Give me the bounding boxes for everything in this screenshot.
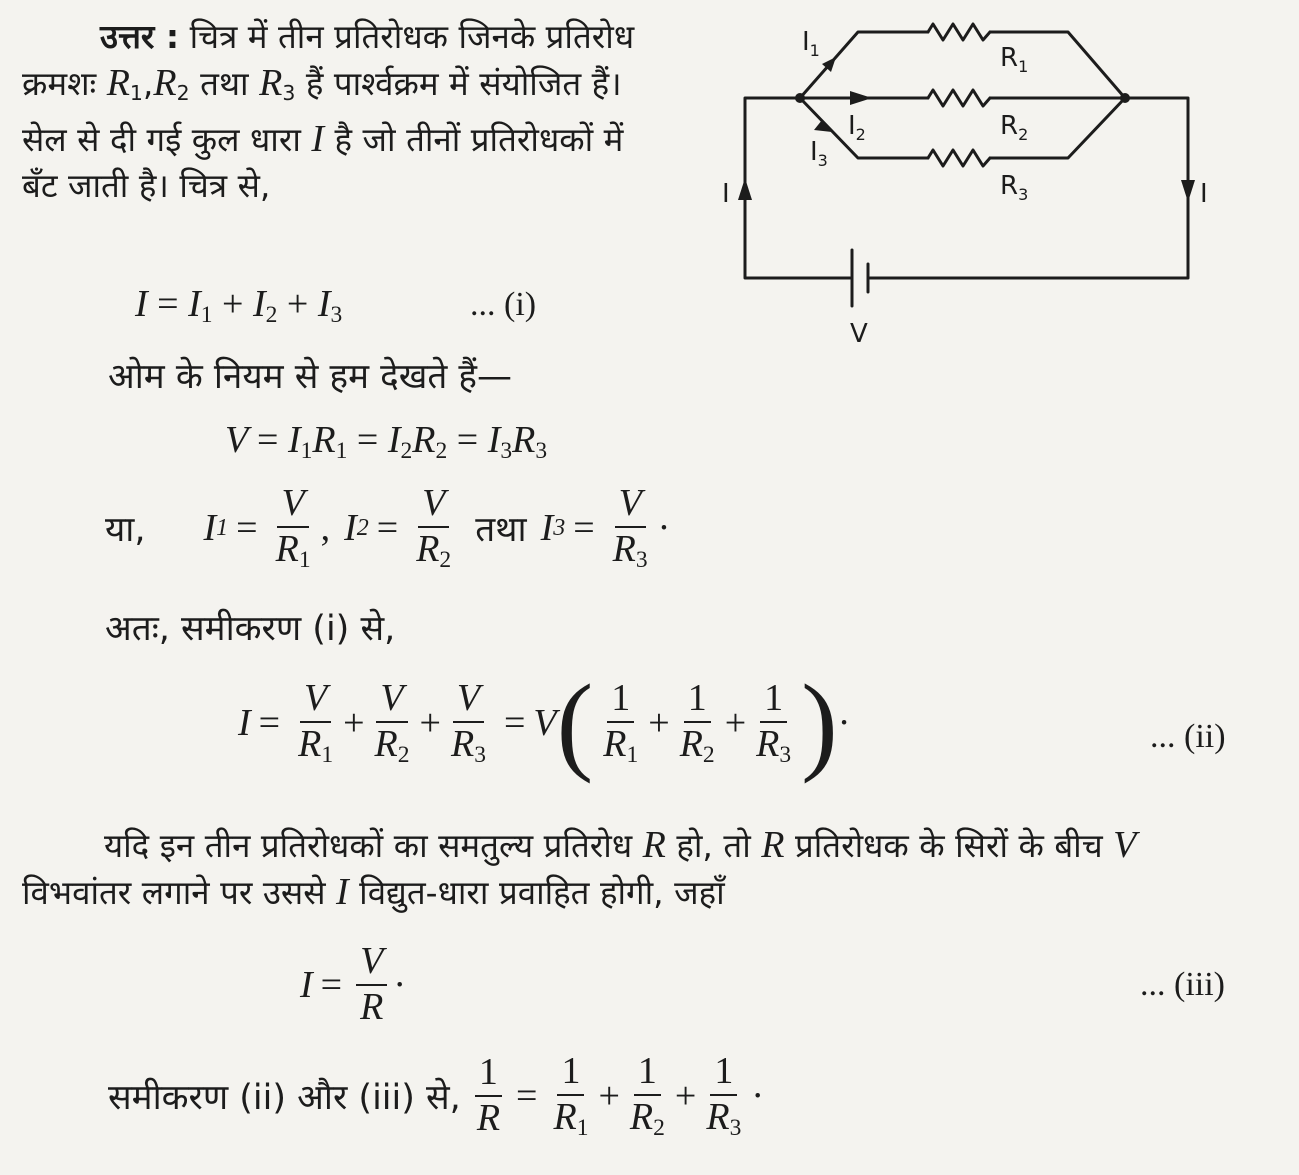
equation-2-tag: ... (ii) [1150,718,1226,755]
label-v: V [850,319,868,349]
arrow-up-left [738,178,752,200]
equation-3: I = $\frac{V}{R}$ · [300,940,406,1028]
resistor-r2 [928,90,990,106]
final-equation: समीकरण (ii) और (iii) से, $\frac{1}{R}$ = $\frac{1}{R_1}$ + $\frac{1}{R_2}$ + $\frac{1}{R_3}$ · [108,1050,764,1141]
equation-1-tag: ... (i) [470,286,537,323]
label-r2: $R_2$ [1000,111,1029,144]
ohm-equation: $V = I_1R_1 = I_2R_2 = I_3R_3$ [225,419,548,464]
left-junction [795,93,805,103]
ohm-law-line: ओम के नियम से हम देखते हैं— [108,357,513,397]
label-i-left: I [722,179,730,209]
right-junction [1120,93,1130,103]
answer-heading: उत्तर : [100,17,180,56]
label-r3: $R_3$ [1000,171,1029,204]
arrow-branch-2 [850,91,872,105]
resistor-r3 [928,150,990,166]
equivalent-resistance-paragraph: यदि इन तीन प्रतिरोधकों का समतुल्य प्रतिरोध R हो, तो R प्रतिरोधक के सिरों के बीच V विभवांतर लगाने पर उससे I विद्युत-धारा प्रवाहित होगी, जहाँ [22,824,1137,913]
branch-1-wire [800,32,1125,98]
current-expressions: या, I 1 = $\frac{V}{R_1}$ , I 2 = $\frac{V}{R_2}$ तथा I 3 = $\frac{V}{R_3}$ · [105,482,671,573]
equation-2: I = $\frac{V}{R_1}$ + $\frac{V}{R_2}$ + $\frac{V}{R_3}$ = V ( $\frac{1}{R_1}$ + $\frac{1}{R_2}$ + $\frac{1}{R_3}$ ) · [238,662,851,784]
label-i2: $I_2$ [848,111,866,144]
label-i-right: I [1200,179,1208,209]
equation-1: $I = I_1 + I_2 + I_3$ [135,283,343,328]
atah-line: अतः, समीकरण (i) से, [105,609,396,649]
arrow-branch-3 [814,120,832,132]
main-loop-wire [745,98,850,278]
return-wire [870,98,1188,278]
resistor-r1 [928,24,990,40]
label-r1: $R_1$ [1000,43,1029,76]
equation-3-tag: ... (iii) [1140,966,1225,1003]
intro-paragraph: उत्तर : चित्र में तीन प्रतिरोधक जिनके प्रतिरोध क्रमशः $R_1,R_2$ तथा $R_3$ हैं पार्श्वक्रम में संयोजित हैं। सेल से दी गई कुल धारा I है जो तीनों प्रतिरोधकों में बँट जाती है। चित्र से, [22,17,635,206]
arrow-down-right [1181,180,1195,202]
label-i3: $I_3$ [810,137,828,170]
parallel-circuit-diagram [700,10,1260,350]
label-i1: $I_1$ [802,27,820,60]
